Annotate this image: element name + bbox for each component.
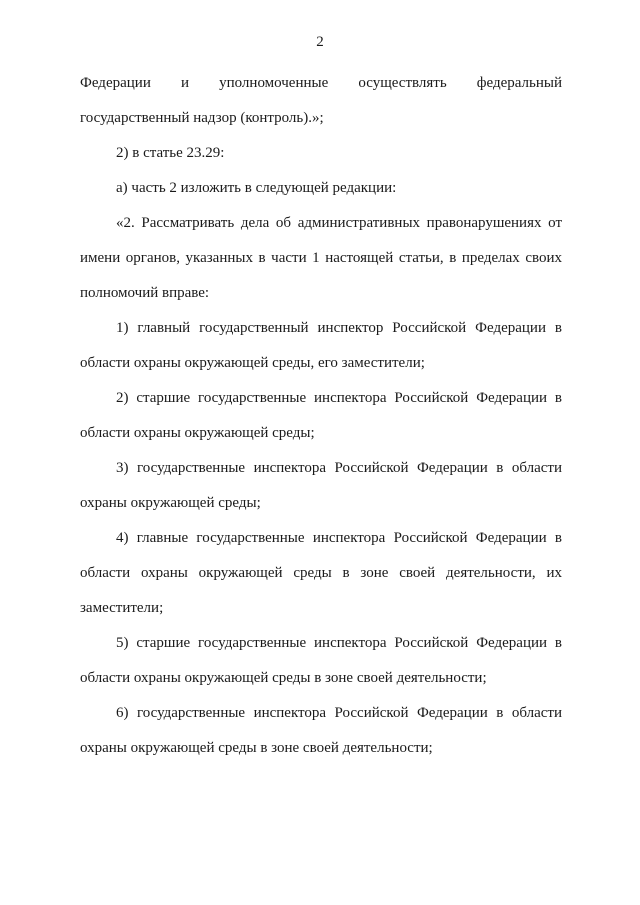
paragraph-quoted-part-2: «2. Рассматривать дела об административных правонарушениях от имени органов, указанных в части 1 настоящей статьи, в пределах своих полномочий вправе: [80,215,562,301]
list-item-1: 1) главный государственный инспектор Российской Федерации в области охраны окружающей среды, его заместители; [80,320,562,371]
page-number: 2 [316,34,324,50]
paragraph-continuation [80,66,562,136]
list-item-2: 2) старшие государственные инспектора Российской Федерации в области охраны окружающей среды; [80,390,562,441]
document-body [80,66,562,766]
list-item-3: 3) государственные инспектора Российской Федерации в области охраны окружающей среды; [80,460,562,511]
paragraph-item-2: 2) в статье 23.29: [116,145,225,161]
text-line: государственный надзор (контроль).»; [80,110,324,126]
list-item-6: 6) государственные инспектора Российской Федерации в области охраны окружающей среды в зоне своей деятельности; [80,705,562,756]
list-item-4: 4) главные государственные инспектора Российской Федерации в области охраны окружающей среды в зоне своей деятельности, их заместители; [80,530,562,616]
list-item-5: 5) старшие государственные инспектора Российской Федерации в области охраны окружающей среды в зоне своей деятельности; [80,635,562,686]
paragraph-subitem-a: а) часть 2 изложить в следующей редакции: [116,180,397,196]
text-line: Федерации и уполномоченные осуществлять федеральный [80,75,562,91]
